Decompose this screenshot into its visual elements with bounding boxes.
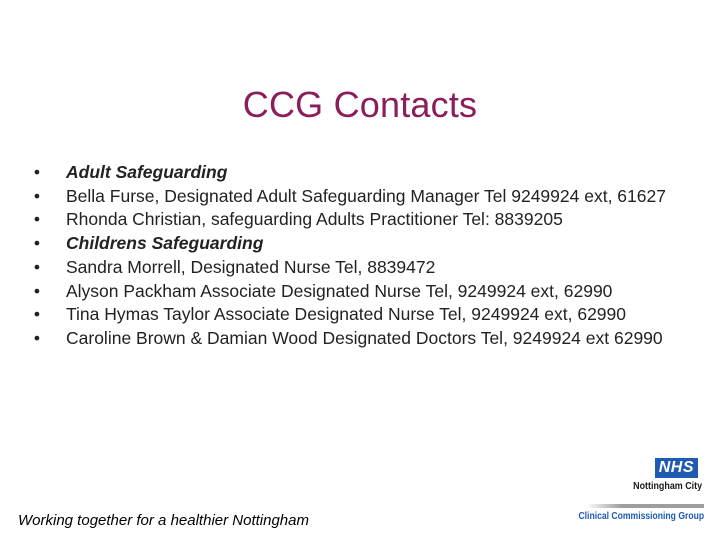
logo-subtitle: Clinical Commissioning Group bbox=[578, 511, 704, 522]
list-item-text: Adult Safeguarding bbox=[66, 162, 228, 182]
list-item-contact bbox=[28, 256, 678, 280]
contact-list bbox=[28, 161, 678, 351]
bullet-icon: • bbox=[33, 304, 41, 325]
bullet-icon: • bbox=[33, 327, 41, 348]
bullet-icon: • bbox=[33, 233, 41, 254]
list-item-contact bbox=[28, 280, 678, 304]
list-item-childrens-safeguarding-heading bbox=[28, 232, 678, 256]
bullet-icon: • bbox=[33, 185, 41, 206]
bullet-icon: • bbox=[33, 280, 41, 301]
list-item-contact bbox=[28, 327, 678, 351]
list-item-contact bbox=[28, 185, 678, 209]
list-item-text: Bella Furse, Designated Adult Safeguarding Manager Tel 9249924 ext, 61627 bbox=[66, 185, 666, 206]
slide-title: CCG Contacts bbox=[242, 84, 478, 125]
list-item-contact bbox=[28, 303, 678, 327]
list-item-text: Rhonda Christian, safeguarding Adults Practitioner Tel: 8839205 bbox=[66, 209, 563, 230]
footer-tagline: Working together for a healthier Nottingham bbox=[18, 512, 309, 529]
nhs-logo bbox=[578, 454, 716, 534]
list-item-contact bbox=[28, 208, 678, 232]
logo-org-name: Nottingham City bbox=[633, 480, 702, 492]
list-item-text: Alyson Packham Associate Designated Nurse Tel, 9249924 ext, 62990 bbox=[66, 280, 613, 301]
list-item-adult-safeguarding-heading bbox=[28, 161, 678, 185]
list-item-text: Caroline Brown & Damian Wood Designated Doctors Tel, 9249924 ext 62990 bbox=[66, 327, 663, 348]
logo-divider bbox=[586, 504, 704, 508]
bullet-icon: • bbox=[33, 256, 41, 277]
list-item-text: Tina Hymas Taylor Associate Designated Nurse Tel, 9249924 ext, 62990 bbox=[66, 304, 626, 325]
nhs-badge: NHS bbox=[655, 458, 698, 478]
list-item-text: Childrens Safeguarding bbox=[66, 233, 264, 254]
bullet-icon: • bbox=[33, 162, 41, 182]
list-item-text: Sandra Morrell, Designated Nurse Tel, 8839472 bbox=[66, 256, 436, 277]
bullet-icon: • bbox=[33, 209, 41, 230]
